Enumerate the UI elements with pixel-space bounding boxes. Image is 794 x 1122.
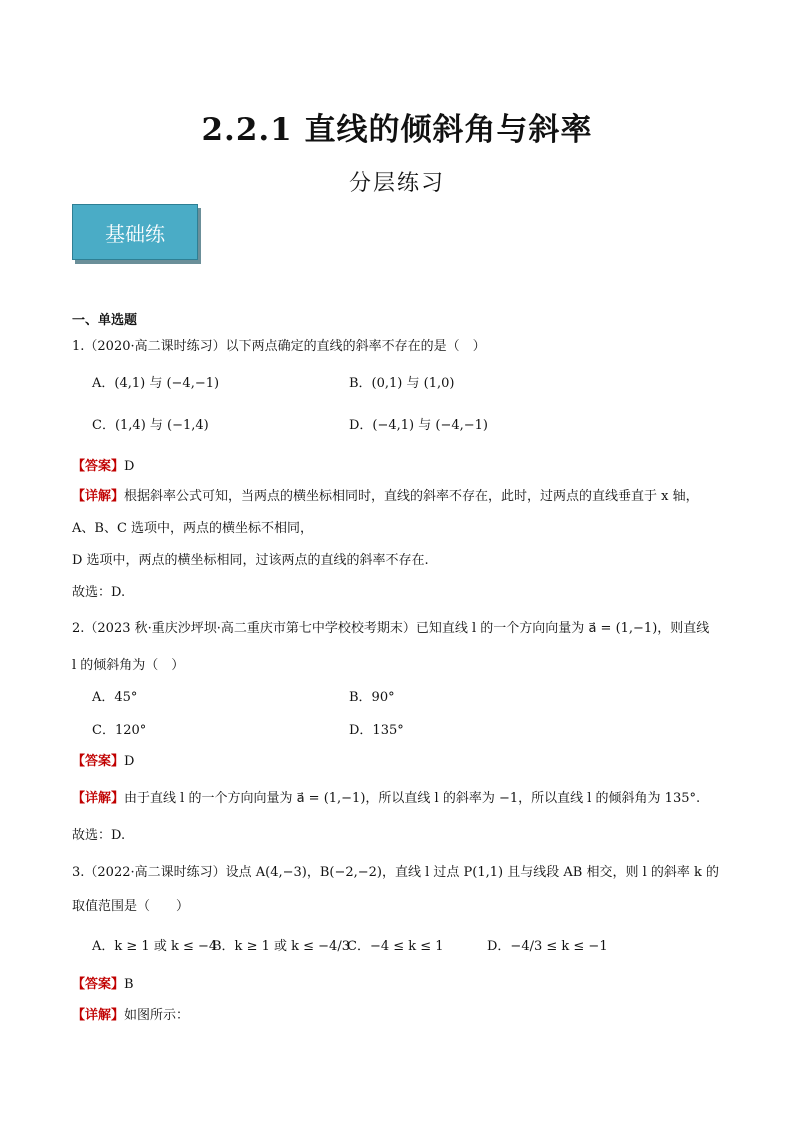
- detail-text: 根据斜率公式可知，当两点的横坐标相同时，直线的斜率不存在，此时，过两点的直线垂直于 x 轴，: [124, 489, 699, 504]
- question-2-detail-line-1: [72, 787, 700, 806]
- question-2-option-a: A．45°: [92, 690, 138, 705]
- question-1-conclusion: 故选：D.: [72, 585, 126, 600]
- answer-value: D: [124, 754, 135, 769]
- question-2-conclusion: 故选：D.: [72, 828, 126, 843]
- question-1-detail-line-2: A、B、C 选项中，两点的横坐标不相同，: [72, 521, 314, 536]
- question-2-option-d: D．135°: [349, 723, 404, 738]
- question-3-stem-cont: 取值范围是（ ）: [72, 899, 190, 914]
- question-1-stem: 1.（2020·高二课时练习）以下两点确定的直线的斜率不存在的是（ ）: [72, 339, 486, 354]
- detail-tag: 【详解】: [72, 1008, 125, 1023]
- answer-value: D: [124, 459, 135, 474]
- question-3-option-b: B．k ≥ 1 或 k ≤ −4/3: [212, 939, 350, 954]
- question-3-detail-line-1: [72, 1004, 189, 1023]
- page-title: 2.2.1 直线的倾斜角与斜率: [201, 112, 593, 148]
- detail-tag: 【详解】: [72, 791, 125, 806]
- question-1-detail-line-1: [72, 485, 699, 504]
- question-1-option-b: B．(0,1) 与 (1,0): [349, 376, 455, 391]
- question-2-option-b: B．90°: [349, 690, 395, 705]
- question-1-answer: [72, 455, 134, 474]
- question-1-option-a: A．(4,1) 与 (−4,−1): [92, 376, 220, 391]
- answer-value: B: [124, 977, 134, 992]
- question-3-option-a: A．k ≥ 1 或 k ≤ −4: [92, 939, 218, 954]
- question-3-option-c: C．−4 ≤ k ≤ 1: [347, 939, 444, 954]
- detail-text: 如图所示：: [124, 1008, 190, 1023]
- section-heading: 一、单选题: [72, 313, 138, 328]
- question-1-option-d: D．(−4,1) 与 (−4,−1): [349, 418, 489, 433]
- question-3-stem: 3.（2022·高二课时练习）设点 A(4,−3)，B(−2,−2)，直线 l 过点 P(1,1) 且与线段 AB 相交，则 l 的斜率 k 的: [72, 865, 720, 880]
- answer-tag: 【答案】: [72, 459, 125, 474]
- question-2-stem: 2.（2023 秋·重庆沙坪坝·高二重庆市第七中学校校考期末）已知直线 l 的一个方向向量为 a⃗ = (1,−1)，则直线: [72, 621, 710, 636]
- page-subtitle: 分层练习: [348, 171, 445, 196]
- detail-text: 由于直线 l 的一个方向向量为 a⃗ = (1,−1)，所以直线 l 的斜率为 −1，所以直线 l 的倾斜角为 135°.: [124, 791, 701, 806]
- question-2-answer: [72, 750, 134, 769]
- answer-tag: 【答案】: [72, 754, 125, 769]
- detail-tag: 【详解】: [72, 489, 125, 504]
- question-2-stem-cont: l 的倾斜角为（ ）: [72, 658, 185, 673]
- level-badge: 基础练: [72, 204, 198, 260]
- question-1-option-c: C．(1,4) 与 (−1,4): [92, 418, 209, 433]
- question-3-option-d: D．−4/3 ≤ k ≤ −1: [487, 939, 608, 954]
- question-1-detail-line-3: D 选项中，两点的横坐标相同，过该两点的直线的斜率不存在.: [72, 553, 429, 568]
- question-2-option-c: C．120°: [92, 723, 147, 738]
- question-3-answer: [72, 973, 134, 992]
- answer-tag: 【答案】: [72, 977, 125, 992]
